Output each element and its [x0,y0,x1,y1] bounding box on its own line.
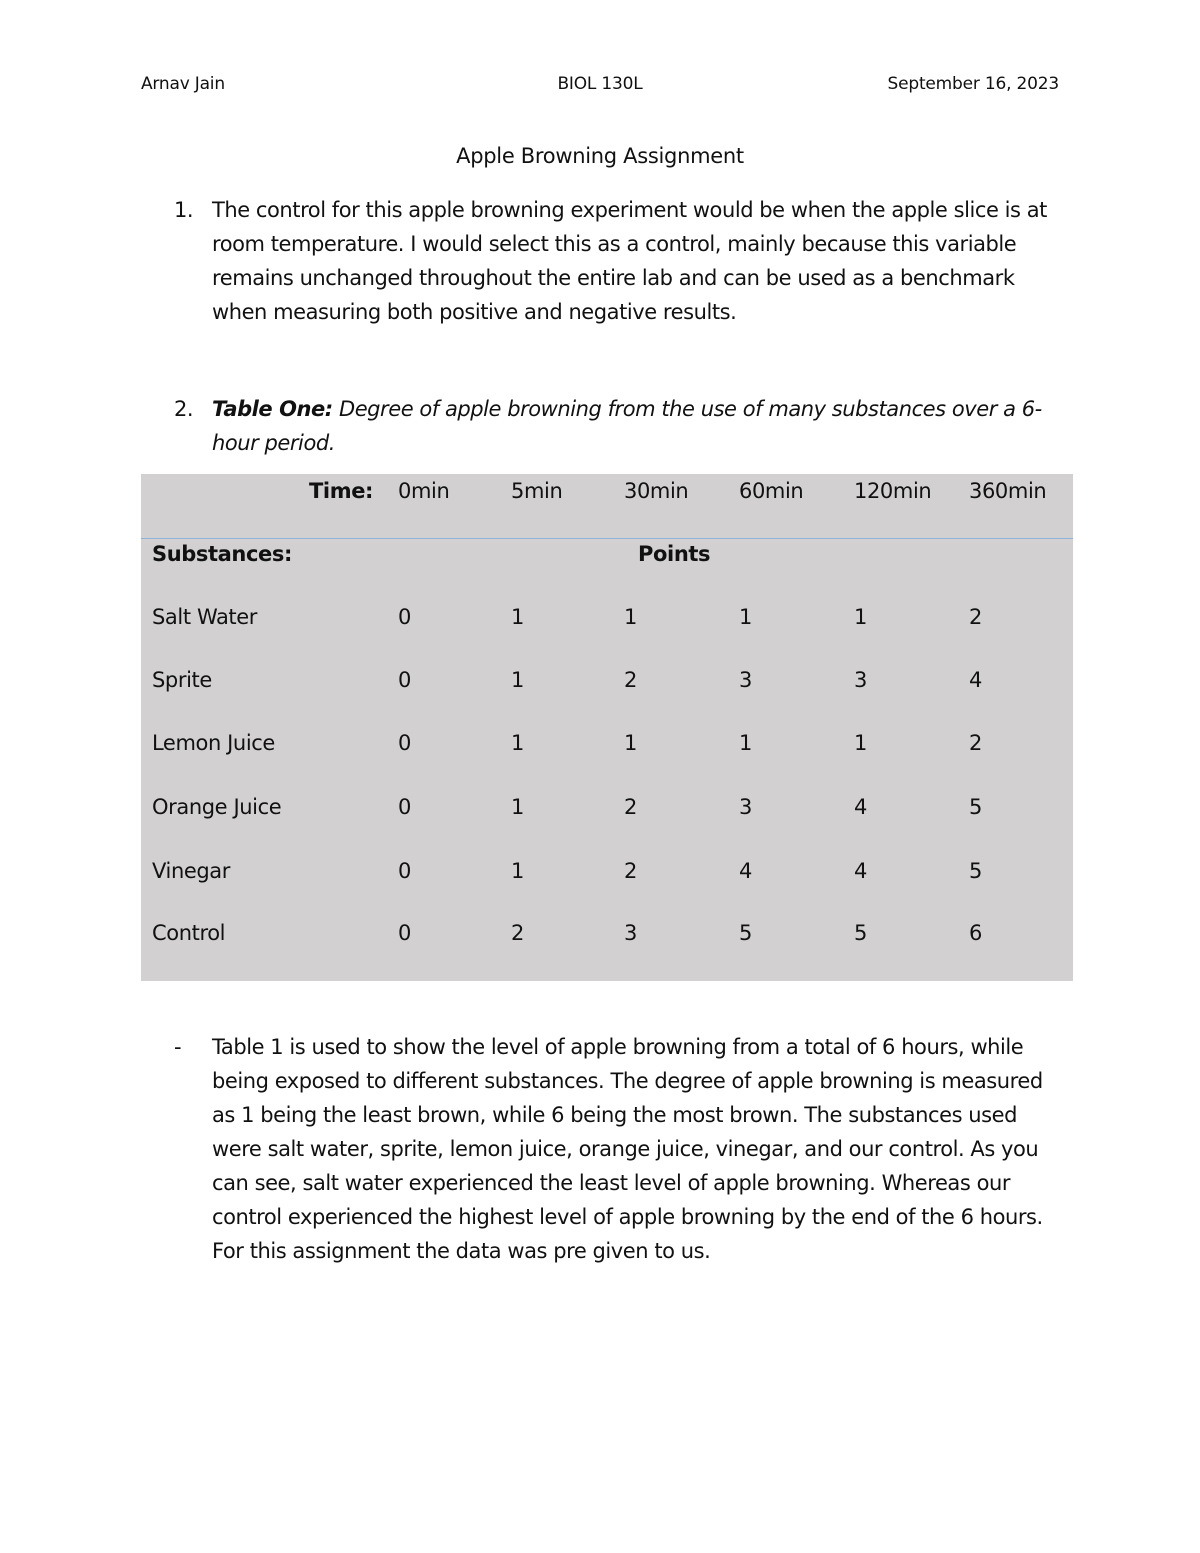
table-cell: 5 [739,921,752,945]
table-row-name: Orange Juice [152,795,282,819]
table-cell: 2 [624,859,637,883]
table-cell: 4 [969,668,982,692]
table-row-name: Control [152,921,226,945]
table-cell: 5 [854,921,867,945]
table-caption-label: Table One: [212,397,333,421]
time-label: Time: [309,479,374,503]
points-label: Points [638,542,711,566]
table-cell: 0 [398,921,411,945]
table-row-name: Vinegar [152,859,231,883]
table-cell: 0 [398,605,411,629]
table-cell: 2 [969,731,982,755]
list-marker: 1. [174,198,194,222]
table-cell: 4 [739,859,752,883]
table-cell: 4 [854,859,867,883]
table-cell: 1 [511,795,524,819]
table-cell: 1 [739,605,752,629]
substances-label: Substances: [152,542,292,566]
table-cell: 1 [624,731,637,755]
time-header-cell: 0min [398,479,450,503]
time-header-cell: 360min [969,479,1047,503]
table-cell: 2 [969,605,982,629]
list-item-text: The control for this apple browning experiment would be when the apple slice is at room temperature. I would select this as a control, mainly because this variable remains unchanged throughout the entire lab and can be used as a benchmark when measuring both positive and negative results. [212,198,1047,324]
time-header-cell: 60min [739,479,804,503]
table-caption [212,392,1054,460]
table-cell: 1 [854,605,867,629]
header-author: Arnav Jain [141,74,225,94]
data-table [141,474,1073,981]
list-item-2 [174,392,1054,460]
table-cell: 1 [511,731,524,755]
table-cell: 1 [511,859,524,883]
table-cell: 2 [624,668,637,692]
table-cell: 0 [398,668,411,692]
table-cell: 1 [511,668,524,692]
table-cell: 1 [511,605,524,629]
list-item-text: Table 1 is used to show the level of apple browning from a total of 6 hours, while being exposed to different substances. The degree of apple browning is measured as 1 being the least brown, while 6 being the most brown. The substances used were salt water, sprite, lemon juice, orange juice, vinegar, and our control. As you can see, salt water experienced the least level of apple browning. Whereas our control experienced the highest level of apple browning by the end of the 6 hours. For this assignment the data was pre given to us. [212,1035,1043,1263]
table-cell: 1 [739,731,752,755]
table-cell: 3 [739,668,752,692]
page-title: Apple Browning Assignment [456,144,744,168]
time-header-cell: 30min [624,479,689,503]
list-item-3 [174,1030,1054,1268]
table-cell: 6 [969,921,982,945]
time-header-cell: 5min [511,479,563,503]
table-cell: 1 [624,605,637,629]
table-cell: 4 [854,795,867,819]
table-caption-text: Degree of apple browning from the use of many substances over a 6-hour period. [212,397,1042,455]
list-marker: 2. [174,397,194,421]
header-date: September 16, 2023 [887,74,1059,94]
table-cell: 1 [854,731,867,755]
table-cell: 3 [854,668,867,692]
list-marker: - [174,1035,182,1059]
table-row-name: Salt Water [152,605,258,629]
table-cell: 5 [969,859,982,883]
header-course: BIOL 130L [557,74,643,94]
table-cell: 0 [398,731,411,755]
list-item-1 [174,193,1054,329]
table-cell: 2 [511,921,524,945]
table-cell: 3 [624,921,637,945]
table-cell: 0 [398,795,411,819]
table-row-name: Sprite [152,668,212,692]
time-header-cell: 120min [854,479,932,503]
table-cell: 0 [398,859,411,883]
table-cell: 2 [624,795,637,819]
table-header-divider [141,538,1073,539]
table-cell: 5 [969,795,982,819]
table-cell: 3 [739,795,752,819]
table-row-name: Lemon Juice [152,731,275,755]
